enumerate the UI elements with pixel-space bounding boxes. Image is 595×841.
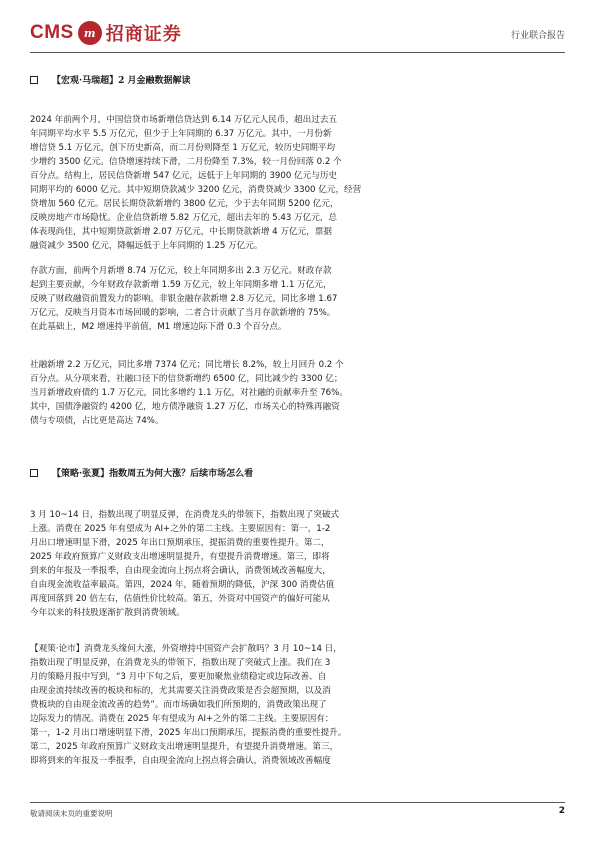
text-line: 再度回落到 20 倍左右，估值性价比较高。第五，外资对中国资产的偏好可能从: [30, 594, 330, 604]
text-line: 社融新增 2.2 万亿元，同比多增 7374 亿元；同比增长 8.2%，较上月回升 0.2 个: [30, 360, 344, 370]
logo-chinese-name: 招商证券: [105, 24, 182, 45]
text-line: 年同期平均水平 5.5 万亿元，但少于上年同期的 6.37 万亿元。其中，一月份新: [30, 129, 332, 139]
text-line: 第一，1-2 月出口增速明显下滑，2025 年出口预期承压，提振消费的重要性提升。: [30, 728, 347, 738]
text-line: 增信贷 5.1 万亿元，创下历史新高，而二月份则降至 1 万亿元，较历史同期平均: [30, 143, 336, 153]
text-line: 万亿元，反映当月资本市场回暖的影响，二者合计贡献了当月存款新增的 75%。: [30, 308, 336, 318]
section-heading-strategy: [30, 466, 253, 479]
text-line: 【观策·论市】消费龙头缘何大涨，外资增持中国资产会扩散吗？3 月 10~14 日，: [30, 644, 342, 654]
disclaimer-note: 敬请阅读末页的重要说明: [30, 809, 113, 818]
text-line: 月出口增速明显下滑，2025 年出口预期承压，提振消费的重要性提升。第二，: [30, 538, 330, 548]
text-line: 存款方面，前两个月新增 8.74 万亿元，较上年同期多出 2.3 万亿元。财政存款: [30, 266, 332, 276]
text-line: 融资减少 3500 亿元，降幅远低于上年同期的 1.25 万亿元。: [30, 241, 263, 251]
text-line: 当月新增政府债约 1.7 万亿元，同比多增约 1.1 万亿，对社融的贡献率升至 76%。: [30, 388, 348, 398]
text-line: 由现金流持续改善的板块和标的，尤其需要关注消费政策是否会超预期，以及消: [30, 686, 331, 696]
text-line: 其中，国债净融资约 4200 亿，地方债净融资 1.27 万亿，市场关心的特殊再融资: [30, 402, 340, 412]
paragraph-strategy-summary: [30, 508, 570, 620]
logo-text: CMS: [30, 22, 74, 43]
paragraph-social-financing: [30, 358, 570, 428]
text-line: 到来的年报及一季报季，自由现金流向上拐点将会确认，消费领域改善幅度大，: [30, 566, 331, 576]
logo-badge-icon: m: [78, 21, 102, 45]
section-heading-macro: [30, 73, 191, 86]
text-line: 2024 年前两个月，中国信贷市场新增信贷达到 6.14 万亿元人民币，超出过去五: [30, 115, 338, 125]
paragraph-strategy-commentary: [30, 642, 570, 768]
checkbox-bullet-icon: [30, 76, 38, 84]
text-line: 即将到来的年报及一季报季，自由现金流向上拐点将会确认，消费领域改善幅度: [30, 756, 331, 766]
text-line: 上涨。消费在 2025 年有望成为 AI+之外的第二主线。主要原因有：第一，1-2: [30, 524, 331, 534]
text-line: 在此基础上，M2 增速持平前值，M1 增速边际下滑 0.3 个百分点。: [30, 322, 287, 332]
report-type-label: 行业联合报告: [510, 31, 565, 41]
page-header: [30, 16, 565, 56]
text-line: 边际发力的情况。消费在 2025 年有望成为 AI+之外的第二主线。主要原因有：: [30, 714, 334, 724]
cms-logo: [30, 18, 182, 48]
text-line: 百分点。从分项来看，社融口径下的信贷新增约 6500 亿，同比减少约 3300 亿；: [30, 374, 343, 384]
section-title: 【宏观·马瑞超】2 月金融数据解读: [52, 76, 191, 86]
text-line: 指数出现了明显反弹，在消费龙头的带领下，指数出现了突破式上涨。我们在 3: [30, 658, 331, 668]
text-line: 3 月 10~14 日，指数出现了明显反弹，在消费龙头的带领下，指数出现了突破式: [30, 510, 340, 520]
text-line: 第二，2025 年政府预算广义财政支出增速明显提升，有望提升消费增速。第三，: [30, 742, 339, 752]
text-line: 今年以来的科技股逐渐扩散到消费领域。: [30, 608, 185, 618]
text-line: 债与专项债，占比更是高达 74%。: [30, 416, 164, 426]
text-line: 反映了财政融资前置发力的影响。非银金融存款新增 2.8 万亿元，同比多增 1.67: [30, 294, 338, 304]
text-line: 贷增加 560 亿元。居民长期贷款新增约 3800 亿元，少于去年同期 5200 亿元，: [30, 199, 339, 209]
text-line: 月的策略月报中写到，“3 月中下旬之后，要更加聚焦业绩稳定或边际改善、自: [30, 672, 327, 682]
text-line: 费板块的自由现金流改善的趋势”。而市场确如我们所预期的，消费政策出现了: [30, 700, 327, 710]
page-number: 2: [558, 806, 565, 816]
text-line: 反映房地产市场隐忧。企业信贷新增 5.82 万亿元，超出去年的 5.43 万亿元，总: [30, 213, 338, 223]
checkbox-bullet-icon: [30, 469, 38, 477]
paragraph-credit: [30, 113, 570, 253]
header-divider: [30, 52, 565, 53]
section-title: 【策略·张夏】指数周五为何大涨？后续市场怎么看: [52, 469, 254, 479]
text-line: 体表现尚佳，其中短期贷款新增 2.07 万亿元，中长期贷款新增 4 万亿元，票据: [30, 227, 332, 237]
paragraph-deposits: [30, 264, 570, 334]
text-line: 起到主要贡献，今年财政存款新增 1.59 万亿元，较上年同期多增 1.1 万亿元，: [30, 280, 332, 290]
text-line: 2025 年政府预算广义财政支出增速明显提升，有望提升消费增速。第三，即将: [30, 552, 330, 562]
text-line: 百分点。结构上，居民信贷新增 547 亿元，远低于上年同期的 3900 亿元与历史: [30, 171, 338, 181]
text-line: 自由现金流收益率最高。第四，2024 年，随着预期的降低，沪深 300 消费估值: [30, 580, 335, 590]
text-line: 同期平均的 6000 亿元。其中短期贷款减少 3200 亿元，消费贷减少 3300 亿元，经营: [30, 185, 362, 195]
text-line: 少增约 3500 亿元。信贷增速持续下滑，二月份降至 7.3%，较一月份回落 0.2 个: [30, 157, 342, 167]
footer-divider: [30, 802, 565, 803]
